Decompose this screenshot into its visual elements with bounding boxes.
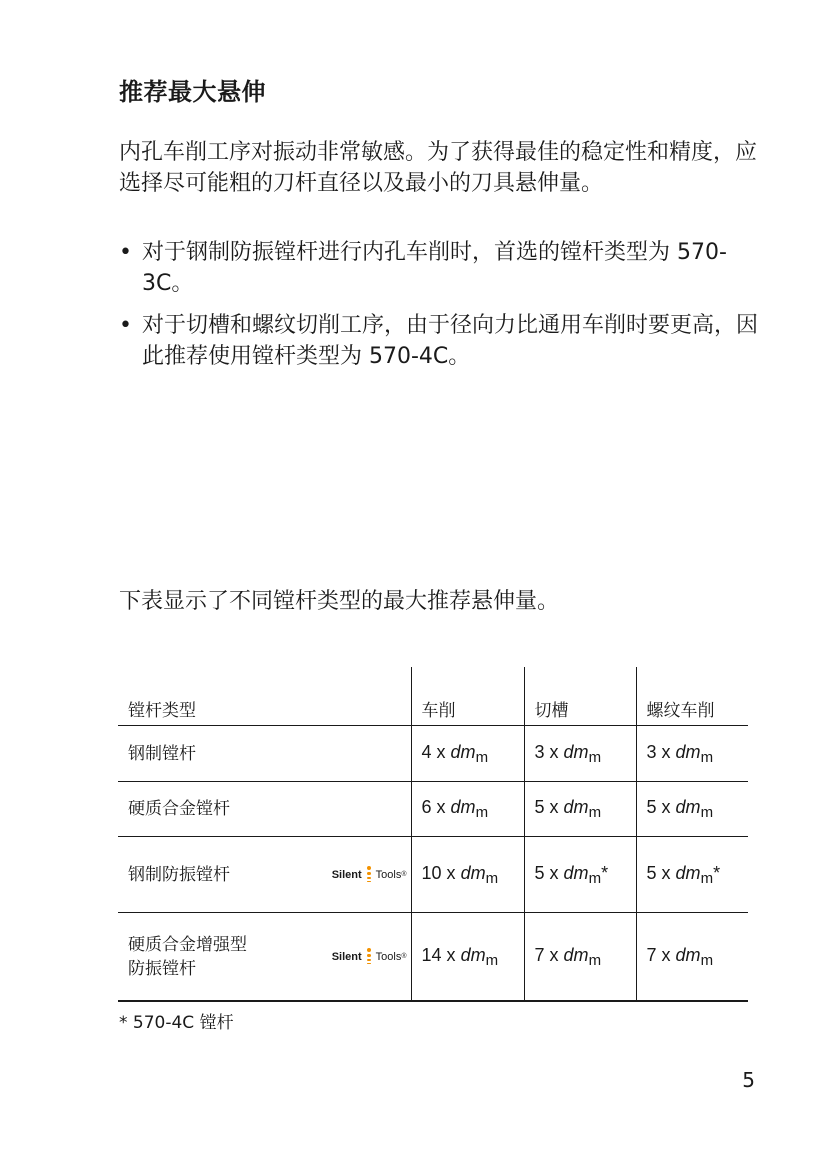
grooving-value-cell: [524, 782, 636, 837]
value-symbol: dm: [675, 944, 701, 965]
table-intro: 下表显示了不同镗杆类型的最大推荐悬伸量。: [119, 589, 560, 614]
value-footnote-mark: *: [601, 862, 609, 883]
header-grooving: 切槽: [524, 667, 636, 726]
header-threading: 螺纹车削: [636, 667, 748, 726]
threading-value-cell: [636, 913, 748, 1002]
turning-value-cell: [411, 837, 524, 913]
value-multiplier: x: [446, 862, 456, 883]
value-symbol: dm: [450, 741, 476, 762]
table-row: [118, 726, 748, 782]
bullet-text: 对于钢制防振镗杆进行内孔车削时，首选的镗杆类型为 570-3C。: [142, 240, 727, 296]
intro-paragraph: 内孔车削工序对振动非常敏感。为了获得最佳的稳定性和精度，应选择尽可能粗的刀杆直径以及最小的刀具悬伸量。: [119, 140, 758, 196]
table-row: [118, 782, 748, 837]
value-number: 6: [421, 797, 432, 817]
value-subscript: m: [485, 869, 499, 887]
logo-registered-mark: ®: [401, 953, 407, 960]
silent-tools-mark-icon: [366, 866, 372, 884]
value-multiplier: x: [661, 741, 671, 762]
bar-type-label: 硬质合金增强型 防振镗杆: [128, 934, 247, 979]
value-number: 7: [534, 944, 545, 965]
value-multiplier: x: [436, 797, 446, 817]
value-multiplier: x: [549, 944, 559, 965]
value-subscript: m: [700, 748, 714, 766]
value-number: 10: [421, 862, 442, 883]
silent-tools-logo: [332, 866, 407, 884]
value-multiplier: x: [549, 862, 559, 883]
value-symbol: dm: [675, 741, 701, 762]
value-symbol: dm: [563, 944, 589, 965]
page-title: 推荐最大悬伸: [119, 78, 266, 106]
page-number: 5: [742, 1068, 755, 1092]
logo-registered-mark: ®: [401, 871, 407, 878]
value-multiplier: x: [436, 741, 446, 762]
value-subscript: m: [475, 804, 489, 821]
value-subscript: m: [588, 951, 602, 969]
value-multiplier: x: [661, 944, 671, 965]
bullet-item: [119, 310, 759, 372]
value-number: 7: [646, 944, 657, 965]
value-multiplier: x: [661, 862, 671, 883]
value-symbol: dm: [563, 862, 589, 883]
overhang-table: [118, 667, 748, 1002]
value-number: 4: [421, 741, 432, 762]
value-number: 5: [534, 862, 545, 883]
value-number: 5: [646, 862, 657, 883]
grooving-value-cell: [524, 913, 636, 1002]
table-row: [118, 913, 748, 1002]
value-symbol: dm: [563, 741, 589, 762]
bullet-list: [119, 237, 759, 383]
footnote: * 570-4C 镗杆: [119, 1013, 234, 1033]
value-subscript: m: [700, 804, 714, 821]
value-multiplier: x: [549, 741, 559, 762]
threading-value-cell: [636, 782, 748, 837]
value-symbol: dm: [450, 797, 476, 817]
table-header-row: [118, 667, 748, 726]
value-subscript: m: [700, 951, 714, 969]
value-number: 5: [646, 797, 657, 817]
bar-type-label: 硬质合金镗杆: [128, 799, 230, 819]
threading-value-cell: [636, 837, 748, 913]
bullet-dot: •: [119, 240, 132, 265]
value-symbol: dm: [460, 862, 486, 883]
turning-value-cell: [411, 913, 524, 1002]
bar-type-cell: [118, 913, 411, 1002]
header-turning: 车削: [411, 667, 524, 726]
value-number: 3: [646, 741, 657, 762]
bar-type-label: 钢制镗杆: [128, 743, 196, 764]
value-symbol: dm: [675, 797, 701, 817]
bar-type-cell: [118, 782, 411, 837]
value-symbol: dm: [675, 862, 701, 883]
grooving-value-cell: [524, 726, 636, 782]
logo-word-silent: Silent: [331, 950, 362, 963]
silent-tools-logo: [332, 948, 407, 966]
turning-value-cell: [411, 726, 524, 782]
value-multiplier: x: [661, 797, 671, 817]
value-footnote-mark: *: [713, 862, 721, 883]
threading-value-cell: [636, 726, 748, 782]
header-bar-type: 镗杆类型: [118, 667, 411, 726]
value-subscript: m: [485, 951, 499, 969]
value-number: 14: [421, 944, 442, 965]
value-multiplier: x: [446, 944, 456, 965]
value-symbol: dm: [460, 944, 486, 965]
value-subscript: m: [588, 804, 602, 821]
value-subscript: m: [588, 869, 602, 887]
bullet-text: 对于切槽和螺纹切削工序，由于径向力比通用车削时要更高，因此推荐使用镗杆类型为 570-4C。: [142, 313, 759, 369]
logo-word-tools: Tools: [375, 950, 402, 963]
grooving-value-cell: [524, 837, 636, 913]
bar-type-label: 钢制防振镗杆: [128, 864, 230, 885]
bullet-dot: •: [119, 313, 132, 338]
turning-value-cell: [411, 782, 524, 837]
value-multiplier: x: [549, 797, 559, 817]
logo-word-silent: Silent: [331, 868, 362, 881]
value-symbol: dm: [563, 797, 589, 817]
bar-type-cell: [118, 726, 411, 782]
table-row: [118, 837, 748, 913]
value-number: 3: [534, 741, 545, 762]
value-subscript: m: [588, 748, 602, 766]
bullet-item: [119, 237, 759, 299]
value-subscript: m: [475, 748, 489, 766]
logo-word-tools: Tools: [375, 868, 402, 881]
value-number: 5: [534, 797, 545, 817]
silent-tools-mark-icon: [366, 948, 372, 966]
bar-type-cell: [118, 837, 411, 913]
value-subscript: m: [700, 869, 714, 887]
